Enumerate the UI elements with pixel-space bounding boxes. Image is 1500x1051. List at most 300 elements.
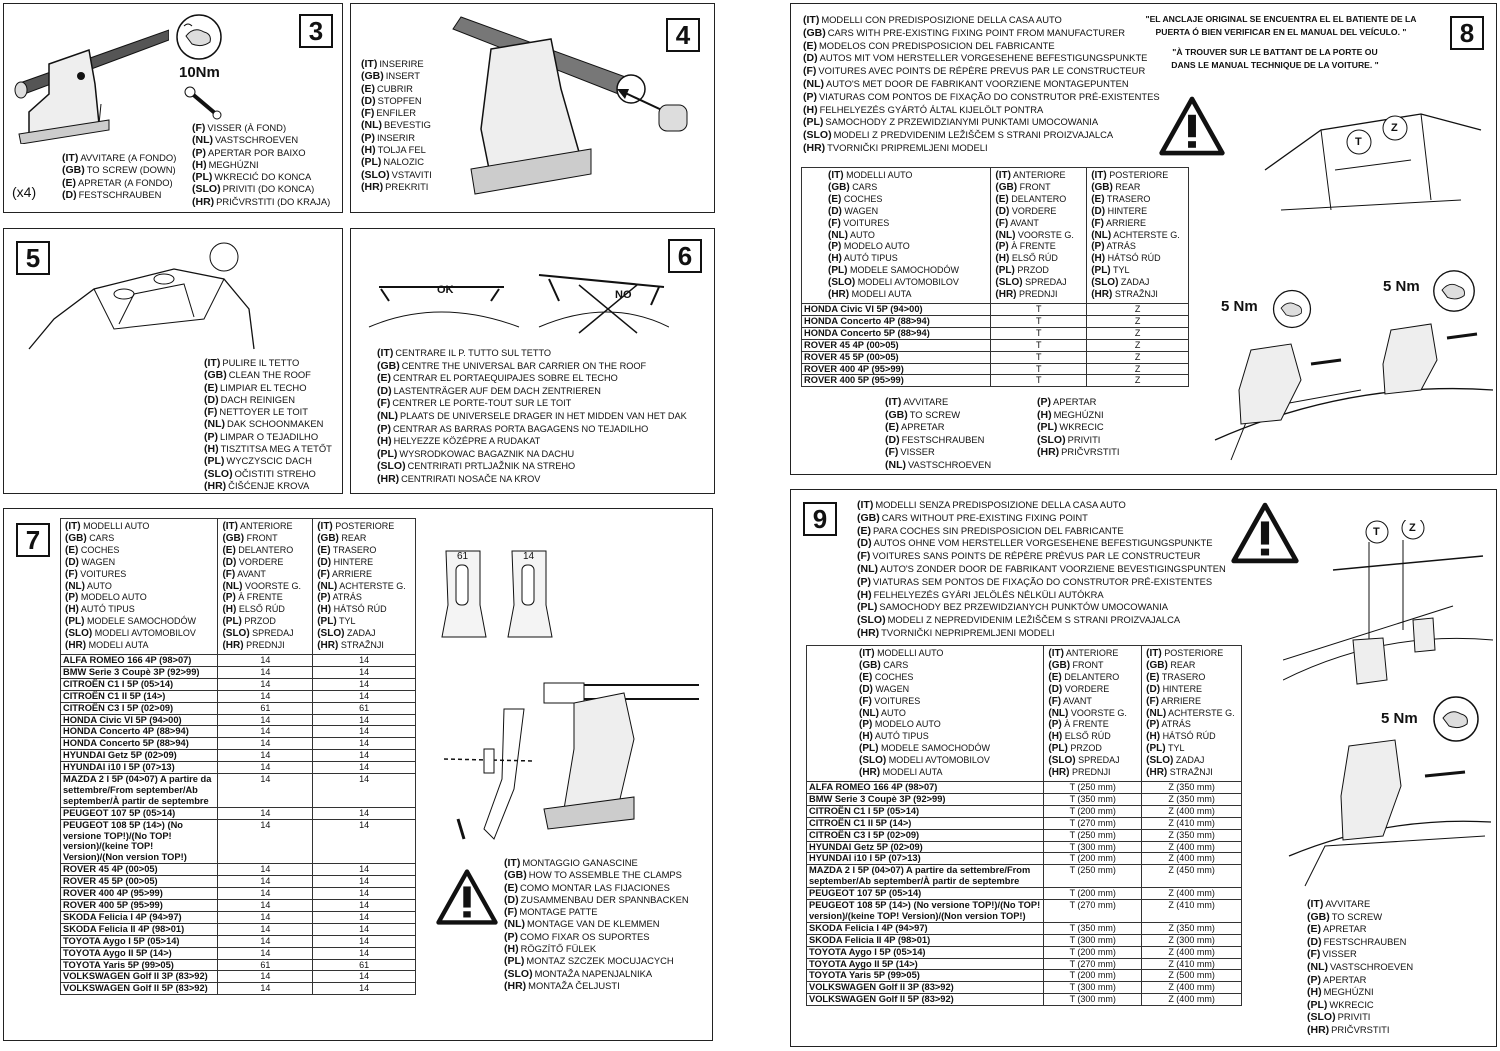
rear-value-cell: 14 [313, 807, 416, 819]
rear-value-cell: 14 [313, 819, 416, 864]
front-value-cell: T (270 mm) [1044, 958, 1142, 970]
foot-mounting-illustration [1285, 726, 1495, 896]
lang-line: (F) VOITURES AVEC POINTS DE RÉPÈRE PREVUS PAR LE CONSTRUCTEUR [803, 65, 1146, 78]
car-model-cell: VOLKSWAGEN Golf II 3P (83>92) [807, 982, 1044, 994]
rear-value-cell: Z (410 mm) [1142, 958, 1242, 970]
table-row [61, 726, 416, 738]
step-8-panel [790, 3, 1497, 475]
front-value-cell: T (250 mm) [1044, 781, 1142, 793]
front-value-cell: T (200 mm) [1044, 853, 1142, 865]
centering-illustration [359, 267, 669, 337]
car-model-cell: HYUNDAI Getz 5P (02>09) [61, 750, 218, 762]
front-value-cell: 14 [218, 864, 313, 876]
lang-line: (D) AUTOS MIT VOM HERSTELLER VORGESEHENE BEFESTIGUNGSPUNKTE [803, 52, 1148, 65]
rear-value-cell: 14 [313, 726, 416, 738]
lang-line: (SLO) MODELI Z PREDVIDENIM LEŽIŠČEM S STRANI PROIZVAJALCA [803, 129, 1114, 142]
pad-label-14: 14 [523, 551, 535, 562]
lang-line: (NL) AUTO'S MET DOOR DE FABRIKANT VOORZIENE MONTAGEPUNTEN [803, 77, 1129, 90]
lang-line: (HR) PREKRITI [361, 180, 429, 193]
table-row [802, 315, 1189, 327]
rear-value-cell: Z (400 mm) [1142, 805, 1242, 817]
car-model-cell: HYUNDAI i10 I 5P (07>13) [61, 762, 218, 774]
car-model-cell: ALFA ROMEO 166 4P (98>07) [61, 654, 218, 666]
rear-value-cell: Z (300 mm) [1142, 934, 1242, 946]
lang-line: (HR) MONTAŽA ČELJUSTI [504, 979, 620, 992]
header-models: (IT) MODELLI AUTO (GB) CARS (E) COCHES (D) WAGEN (F) VOITURES (NL) AUTO (P) MODELO AUTO (H) AUTÓ TIPUS (PL) MODELE SAMOCHODÓW (SLO) MODELI AVTOMOBILOV (HR) MODELI AUTA [802, 168, 991, 304]
car-model-cell: TOYOTA Aygo I 5P (05>14) [61, 935, 218, 947]
rear-value-cell: Z (350 mm) [1142, 781, 1242, 793]
table-row [61, 935, 416, 947]
car-model-cell: PEUGEOT 108 5P (14>) (No versione TOP!)/(No TOP! version)/(keine TOP! Version)/(Non version TOP!) [807, 900, 1044, 923]
lang-line: (HR) TVORNIČKI PRIPREMLJENI MODELI [803, 141, 988, 154]
lang-line: (P) VIATURAS COM PONTOS DE FIXAÇÃO DO CONSTRUTOR PRÉ-EXISTENTES [803, 90, 1160, 103]
rear-value-cell: 14 [313, 690, 416, 702]
front-value-cell: 14 [218, 654, 313, 666]
front-value-cell: T (300 mm) [1044, 982, 1142, 994]
car-model-cell: SKODA Felicia II 4P (98>01) [61, 923, 218, 935]
front-value-cell: T (270 mm) [1044, 817, 1142, 829]
table-header-row [61, 519, 416, 655]
step-number: 7 [16, 523, 50, 557]
step-number: 3 [299, 14, 333, 48]
front-value-cell: T (270 mm) [1044, 900, 1142, 923]
header-front: (IT) ANTERIORE (GB) FRONT (E) DELANTERO (D) VORDERE (F) AVANT (NL) VOORSTE G. (P) À FRENTE (H) ELSŐ RÚD (PL) PRZOD (SLO) SPREDAJ (HR) PREDNJI [991, 168, 1087, 304]
lang-line: (IT) PULIRE IL TETTO [204, 357, 300, 369]
rear-value-cell: Z (400 mm) [1142, 994, 1242, 1006]
front-value-cell: 14 [218, 807, 313, 819]
table-row [61, 864, 416, 876]
roof-bar-distance-illustration [1283, 520, 1495, 720]
lang-line: (NL) VASTSCHROEVEN [885, 458, 992, 471]
lang-line: (H) MEGHÚZNI [1037, 408, 1104, 421]
rear-value-cell: Z (410 mm) [1142, 900, 1242, 923]
lang-line: (GB) TO SCREW (DOWN) [62, 164, 176, 177]
lang-line: (E) PARA COCHES SIN PREDISPOSICION DEL FABRICANTE [857, 524, 1124, 537]
front-value-cell: T (350 mm) [1044, 793, 1142, 805]
car-model-cell: TOYOTA Aygo II 5P (14>) [61, 947, 218, 959]
table-header-row [807, 646, 1242, 782]
marker-t: T [1355, 136, 1362, 148]
lang-line: (D) AUTOS OHNE VOM HERSTELLER VORGESEHENE BEFESTIGUNGSPUNKTE [857, 537, 1213, 550]
lang-line: (PL) WKRECIĆ DO KONCA [192, 171, 312, 184]
lang-line: (SLO) MONTAŽA NAPENJALNIKA [504, 967, 653, 980]
lang-line: (IT) MODELLI SENZA PREDISPOSIZIONE DELLA CASA AUTO [857, 499, 1126, 511]
lang-line: (GB) HOW TO ASSEMBLE THE CLAMPS [504, 869, 682, 882]
screw-list [1307, 898, 1413, 1037]
front-value-cell: 14 [218, 876, 313, 888]
rear-value-cell: 14 [313, 738, 416, 750]
table-row [61, 888, 416, 900]
table-row [807, 853, 1242, 865]
lang-line: (SLO) OČISTITI STREHO [204, 467, 316, 480]
front-value-cell: 14 [218, 774, 313, 808]
front-value-cell: T [991, 339, 1087, 351]
lang-line: (HR) PRIČVRSTITI (DO KRAJA) [192, 195, 331, 208]
lang-line: (E) CUBRIR [361, 82, 413, 95]
rear-value-cell: Z (400 mm) [1142, 946, 1242, 958]
car-roof-illustration [24, 239, 264, 369]
car-model-cell: PEUGEOT 108 5P (14>) (No versione TOP!)/(No TOP! version)/(keine TOP! Version)/(Non version TOP!) [61, 819, 218, 864]
car-model-cell: VOLKSWAGEN Golf II 5P (83>92) [807, 994, 1044, 1006]
front-value-cell: 14 [218, 911, 313, 923]
car-model-cell: PEUGEOT 107 5P (05>14) [807, 888, 1044, 900]
instruction-list [377, 347, 687, 486]
lang-line: (H) FELHELYEZÉS GYÁRTÓ ÁLTAL KIJELÖLT PONTRA [803, 103, 1044, 116]
table-row [61, 750, 416, 762]
rear-value-cell: Z (400 mm) [1142, 841, 1242, 853]
front-value-cell: 14 [218, 900, 313, 912]
rear-value-cell: Z [1087, 327, 1189, 339]
car-model-cell: HONDA Civic VI 5P (94>00) [61, 714, 218, 726]
rear-value-cell: 14 [313, 750, 416, 762]
car-model-cell: HONDA Civic VI 5P (94>00) [802, 303, 991, 315]
torque-label: 5 Nm [1381, 710, 1418, 727]
rear-value-cell: Z (410 mm) [1142, 817, 1242, 829]
rear-value-cell: 14 [313, 714, 416, 726]
lang-line: (GB) CLEAN THE ROOF [204, 369, 311, 382]
lang-line: (PL) WKRECIC [1307, 998, 1374, 1011]
torque-label-right: 5 Nm [1383, 278, 1420, 295]
instruction-list [204, 357, 332, 492]
rear-value-cell: Z [1087, 375, 1189, 387]
rear-value-cell: Z [1087, 363, 1189, 375]
front-value-cell: T [991, 375, 1087, 387]
front-value-cell: T (200 mm) [1044, 970, 1142, 982]
header-rear: (IT) POSTERIORE (GB) REAR (E) TRASERO (D) HINTERE (F) ARRIERE (NL) ACHTERSTE G. (P) ATRÁS (H) HÁTSÓ RÚD (PL) TYL (SLO) ZADAJ (HR) STRAŽNJI [1142, 646, 1242, 782]
table-row [807, 934, 1242, 946]
car-model-cell: ALFA ROMEO 166 4P (98>07) [807, 781, 1044, 793]
lang-line: (F) VOITURES SANS POINTS DE RÉPÈRE PRÉVUS PAR LE CONSTRUCTEUR [857, 550, 1201, 563]
table-row [61, 971, 416, 983]
front-value-cell: T (300 mm) [1044, 994, 1142, 1006]
torque-label-left: 5 Nm [1221, 298, 1258, 315]
lang-line: (H) MEGHÚZNI [1307, 986, 1374, 999]
table-row [61, 983, 416, 995]
no-label: NO [615, 289, 632, 301]
lang-line: (IT) AVVITARE [885, 396, 949, 408]
lang-line: (NL) MONTAGE VAN DE KLEMMEN [504, 918, 660, 931]
rear-value-cell: 14 [313, 935, 416, 947]
front-value-cell: 14 [218, 690, 313, 702]
lang-line: (F) NETTOYER LE TOIT [204, 406, 308, 419]
lang-line: (D) DACH REINIGEN [204, 393, 296, 406]
car-model-cell: HYUNDAI i10 I 5P (07>13) [807, 853, 1044, 865]
car-model-cell: MAZDA 2 I 5P (04>07) A partire da settembre/From september/Ab september/À partir de septembre [807, 865, 1044, 888]
lang-line: (HR) PRIČVRSTITI [1307, 1023, 1390, 1036]
car-model-cell: CITROËN C1 I 5P (05>14) [807, 805, 1044, 817]
lang-line: (D) FESTSCHRAUBEN [885, 433, 985, 446]
table-row [807, 817, 1242, 829]
distance-table [806, 645, 1242, 1006]
bar-foot-illustration [9, 14, 169, 144]
table-row [807, 888, 1242, 900]
table-row [802, 351, 1189, 363]
step-5-panel [3, 228, 343, 494]
car-model-cell: SKODA Felicia I 4P (94>97) [807, 922, 1044, 934]
front-value-cell: T [991, 303, 1087, 315]
pad-label-61: 61 [457, 551, 469, 562]
car-model-cell: MAZDA 2 I 5P (04>07) A partire da settembre/From september/Ab september/À partir de septembre [61, 774, 218, 808]
rear-value-cell: 14 [313, 678, 416, 690]
lang-line: (SLO) CENTRIRATI PRTLJAŽNIK NA STREHO [377, 460, 576, 473]
rear-value-cell: Z (350 mm) [1142, 922, 1242, 934]
rear-value-cell: 14 [313, 864, 416, 876]
torque-hand-icon [1431, 268, 1477, 314]
rear-value-cell: Z [1087, 303, 1189, 315]
front-value-cell: T (200 mm) [1044, 805, 1142, 817]
table-row [802, 339, 1189, 351]
table-row [807, 805, 1242, 817]
torque-hand-icon [174, 12, 224, 62]
rear-value-cell: Z (350 mm) [1142, 829, 1242, 841]
lang-line: (HR) CENTRIRATI NOSAČE NA KROV [377, 472, 541, 485]
lang-line: (GB) CARS WITH PRE-EXISTING FIXING POINT FROM MANUFACTURER [803, 26, 1125, 39]
car-model-cell: ROVER 400 5P (95>99) [802, 375, 991, 387]
car-model-cell: ROVER 45 5P (00>05) [802, 351, 991, 363]
lang-line: (F) MONTAGE PATTE [504, 906, 598, 919]
car-model-cell: ROVER 45 4P (00>05) [61, 864, 218, 876]
marker-z: Z [1409, 522, 1416, 534]
screw-list-left [885, 396, 991, 472]
front-value-cell: T (350 mm) [1044, 922, 1142, 934]
lang-line: (GB) CARS WITHOUT PRE-EXISTING FIXING POINT [857, 511, 1088, 524]
lang-line: (NL) PLAATS DE UNIVERSELE DRAGER IN HET MIDDEN VAN HET DAK [377, 409, 687, 422]
rear-value-cell: 14 [313, 971, 416, 983]
rear-value-cell: 14 [313, 888, 416, 900]
table-row [61, 654, 416, 666]
rear-value-cell: 14 [313, 911, 416, 923]
car-model-cell: TOYOTA Aygo I 5P (05>14) [807, 946, 1044, 958]
note-french: "À TROUVER SUR LE BATTANT DE LA PORTE OU DANS LE MANUAL TECHNIQUE DE LA VOITURE. " [1171, 47, 1379, 70]
front-value-cell: 61 [218, 702, 313, 714]
table-row [61, 900, 416, 912]
lang-line: (F) CENTRER LE PORTE-TOUT SUR LE TOIT [377, 397, 572, 410]
lang-line: (PL) WYCZYSCIC DACH [204, 455, 312, 468]
bar-insert-illustration [431, 9, 711, 209]
car-model-cell: ROVER 45 5P (00>05) [61, 876, 218, 888]
lang-line: (PL) WYSRODKOWAC BAGAZNIK NA DACHU [377, 447, 575, 460]
header-rear: (IT) POSTERIORE (GB) REAR (E) TRASERO (D) HINTERE (F) ARRIERE (NL) ACHTERSTE G. (P) ATRÁS (H) HÁTSÓ RÚD (PL) TYL (SLO) ZADAJ (HR) STRAŽNJI [313, 519, 416, 655]
lang-line: (NL) BEVESTIG [361, 119, 431, 132]
front-value-cell: T (250 mm) [1044, 865, 1142, 888]
foot-mounting-illustration [1211, 320, 1496, 470]
table-row [61, 923, 416, 935]
rear-value-cell: 14 [313, 774, 416, 808]
table-row [61, 714, 416, 726]
lang-line: (D) FESTSCHRAUBEN [1307, 935, 1407, 948]
table-row [807, 829, 1242, 841]
table-row [802, 327, 1189, 339]
lang-line: (E) LIMPIAR EL TECHO [204, 381, 307, 394]
car-model-cell: TOYOTA Yaris 5P (99>05) [807, 970, 1044, 982]
car-model-cell: CITROËN C1 I 5P (05>14) [61, 678, 218, 690]
rear-value-cell: Z [1087, 351, 1189, 363]
rear-value-cell: 14 [313, 900, 416, 912]
table-row [807, 994, 1242, 1006]
lang-line: (E) COMO MONTAR LAS FIJACIONES [504, 881, 670, 894]
table-row [61, 959, 416, 971]
lang-line: (E) APRETAR [885, 421, 945, 434]
front-value-cell: 14 [218, 762, 313, 774]
lang-line: (HR) PRIČVRSTITI [1037, 446, 1120, 459]
table-row [807, 922, 1242, 934]
front-value-cell: T (300 mm) [1044, 841, 1142, 853]
lang-line: (F) VISSER [885, 446, 935, 459]
lang-line: (PL) SAMOCHODY BEZ PRZEWIDZIANYCH PUNKTÓW UMOCOWANIA [857, 601, 1168, 614]
warning-icon [1159, 96, 1225, 156]
rear-value-cell: Z (500 mm) [1142, 970, 1242, 982]
lang-line: (P) LIMPAR O TEJADILHO [204, 430, 319, 443]
table-row [61, 678, 416, 690]
car-model-cell: ROVER 45 4P (00>05) [802, 339, 991, 351]
note-spanish: "EL ANCLAJE ORIGINAL SE ENCUENTRA EL EL BATIENTE DE LA PUERTA Ó BIEN VERIFICAR EN EL MANUAL DEL VEÍCULO. " [1145, 14, 1417, 37]
car-fixing-points-illustration [1261, 100, 1491, 230]
clamp-assembly-illustration [424, 669, 704, 849]
rear-value-cell: 14 [313, 983, 416, 995]
car-model-cell: BMW Serie 3 Coupè 3P (92>99) [61, 666, 218, 678]
rear-value-cell: 61 [313, 959, 416, 971]
front-value-cell: 14 [218, 666, 313, 678]
car-model-cell: CITROËN C1 II 5P (14>) [61, 690, 218, 702]
step-number: 9 [803, 502, 837, 536]
table-header-row [802, 168, 1189, 304]
header-models: (IT) MODELLI AUTO (GB) CARS (E) COCHES (D) WAGEN (F) VOITURES (NL) AUTO (P) MODELO AUTO (H) AUTÓ TIPUS (PL) MODELE SAMOCHODÓW (SLO) MODELI AVTOMOBILOV (HR) MODELI AUTA [61, 519, 218, 655]
lang-line: (SLO) VSTAVITI [361, 168, 432, 181]
lang-line: (H) HELYEZZE KÖZÉPRE A RUDAKAT [377, 435, 541, 448]
rear-value-cell: Z (400 mm) [1142, 982, 1242, 994]
lang-line: (SLO) PRIVITI [1037, 433, 1101, 446]
lang-line: (P) INSERIR [361, 131, 416, 144]
table-row [807, 781, 1242, 793]
car-model-cell: BMW Serie 3 Coupè 3P (92>99) [807, 793, 1044, 805]
lang-line: (F) VISSER (À FOND) [192, 122, 287, 134]
table-row [61, 762, 416, 774]
step-number: 4 [666, 18, 700, 52]
car-model-cell: PEUGEOT 107 5P (05>14) [61, 807, 218, 819]
car-model-cell: TOYOTA Yaris 5P (99>05) [61, 959, 218, 971]
lang-line: (P) CENTRAR AS BARRAS PORTA BAGAGENS NO TEJADILHO [377, 422, 649, 435]
lang-line: (H) MEGHÚZNI [192, 158, 259, 171]
table-row [802, 363, 1189, 375]
lang-line: (SLO) PRIVITI [1307, 1011, 1371, 1024]
step-number: 8 [1450, 16, 1484, 50]
car-model-cell: VOLKSWAGEN Golf II 5P (83>92) [61, 983, 218, 995]
clamp-table [60, 518, 416, 995]
table-row [807, 841, 1242, 853]
table-row [61, 876, 416, 888]
car-model-cell: ROVER 400 4P (95>99) [61, 888, 218, 900]
front-value-cell: 14 [218, 971, 313, 983]
instruction-list-right [192, 122, 330, 208]
front-value-cell: 14 [218, 750, 313, 762]
table-row [61, 774, 416, 808]
lang-line: (GB) TO SCREW [1307, 910, 1383, 923]
table-row [61, 807, 416, 819]
front-value-cell: 14 [218, 983, 313, 995]
table-row [61, 690, 416, 702]
step-9-panel [790, 489, 1497, 1047]
lang-line: (HR) TVORNIČKI NEPRIPREMLJENI MODELI [857, 626, 1055, 639]
screw-icon [184, 86, 224, 120]
lang-line: (E) MODELOS CON PREDISPOSICION DEL FABRICANTE [803, 39, 1055, 52]
front-value-cell: T [991, 351, 1087, 363]
table-row [807, 793, 1242, 805]
lang-line: (IT) AVVITARE (A FONDO) [62, 152, 177, 164]
lang-line: (P) APERTAR [1037, 396, 1097, 408]
rear-value-cell: 14 [313, 947, 416, 959]
front-value-cell: T (300 mm) [1044, 934, 1142, 946]
rear-value-cell: 14 [313, 923, 416, 935]
lang-line: (IT) INSERIRE [361, 58, 424, 70]
front-value-cell: 61 [218, 959, 313, 971]
front-value-cell: T (200 mm) [1044, 888, 1142, 900]
front-value-cell: 14 [218, 714, 313, 726]
lang-line: (NL) DAK SCHOONMAKEN [204, 418, 324, 431]
car-model-cell: SKODA Felicia II 4P (98>01) [807, 934, 1044, 946]
rear-value-cell: Z [1087, 315, 1189, 327]
car-model-cell: CITROËN C1 II 5P (14>) [807, 817, 1044, 829]
step-4-panel [350, 3, 715, 213]
table-row [61, 738, 416, 750]
rear-value-cell: 61 [313, 702, 416, 714]
lang-line: (HR) ČIŠĆENJE KROVA [204, 479, 310, 492]
front-value-cell: 14 [218, 678, 313, 690]
lang-line: (IT) CENTRARE IL P. TUTTO SUL TETTO [377, 347, 552, 359]
lang-line: (GB) TO SCREW [885, 408, 961, 421]
rear-value-cell: 14 [313, 654, 416, 666]
lang-line: (PL) NALOZIC [361, 156, 425, 169]
table-row [61, 911, 416, 923]
front-value-cell: 14 [218, 947, 313, 959]
step-number: 5 [16, 241, 50, 275]
lang-line: (IT) MONTAGGIO GANASCINE [504, 857, 638, 869]
lang-line: (E) CENTRAR EL PORTAEQUIPAJES SOBRE EL TECHO [377, 372, 618, 385]
lang-line: (D) LASTENTRÄGER AUF DEM DACH ZENTRIEREN [377, 384, 601, 397]
quantity-label: (x4) [12, 184, 37, 200]
marker-t: T [1373, 526, 1380, 538]
car-model-cell: CITROËN C3 I 5P (02>09) [61, 702, 218, 714]
lang-line: (H) RÖGZÍTŐ FÜLEK [504, 943, 597, 956]
lang-line: (IT) AVVITARE [1307, 898, 1371, 910]
step-6-panel [350, 228, 715, 494]
lang-line: (F) VISSER [1307, 948, 1357, 961]
rear-value-cell: Z (400 mm) [1142, 888, 1242, 900]
table-row [802, 303, 1189, 315]
lang-line: (P) COMO FIXAR OS SUPORTES [504, 930, 650, 943]
lang-line: (E) APRETAR (A FONDO) [62, 176, 173, 189]
lang-line: (PL) WKRECIC [1037, 421, 1104, 434]
ok-label: OK [437, 284, 454, 296]
lang-line: (SLO) PRIVITI (DO KONCA) [192, 183, 315, 196]
screw-list-right [1037, 396, 1120, 459]
table-row [807, 865, 1242, 888]
lang-line: (IT) MODELLI CON PREDISPOSIZIONE DELLA CASA AUTO [803, 14, 1062, 26]
front-value-cell: 14 [218, 819, 313, 864]
car-model-cell: HONDA Concerto 5P (88>94) [802, 327, 991, 339]
lang-line: (NL) AUTO'S ZONDER DOOR DE FABRIKANT VOORZIENE BEVESTIGINGSPUNTEN [857, 562, 1226, 575]
car-model-cell: HONDA Concerto 4P (88>94) [802, 315, 991, 327]
rear-value-cell: 14 [313, 876, 416, 888]
lang-line: (GB) CENTRE THE UNIVERSAL BAR CARRIER ON THE ROOF [377, 359, 647, 372]
table-row [61, 819, 416, 864]
clamp-instruction-list [504, 857, 689, 992]
table-row [807, 982, 1242, 994]
lang-line: (P) VIATURAS SEM PONTOS DE FIXAÇÃO DO CONSTRUTOR PRÉ-EXISTENTES [857, 575, 1213, 588]
lang-line: (H) TOLJA FEL [361, 144, 426, 157]
lang-line: (PL) MONTAZ SZCZEK MOCUJACYCH [504, 955, 674, 968]
front-value-cell: 14 [218, 935, 313, 947]
fixing-point-table [801, 167, 1189, 387]
